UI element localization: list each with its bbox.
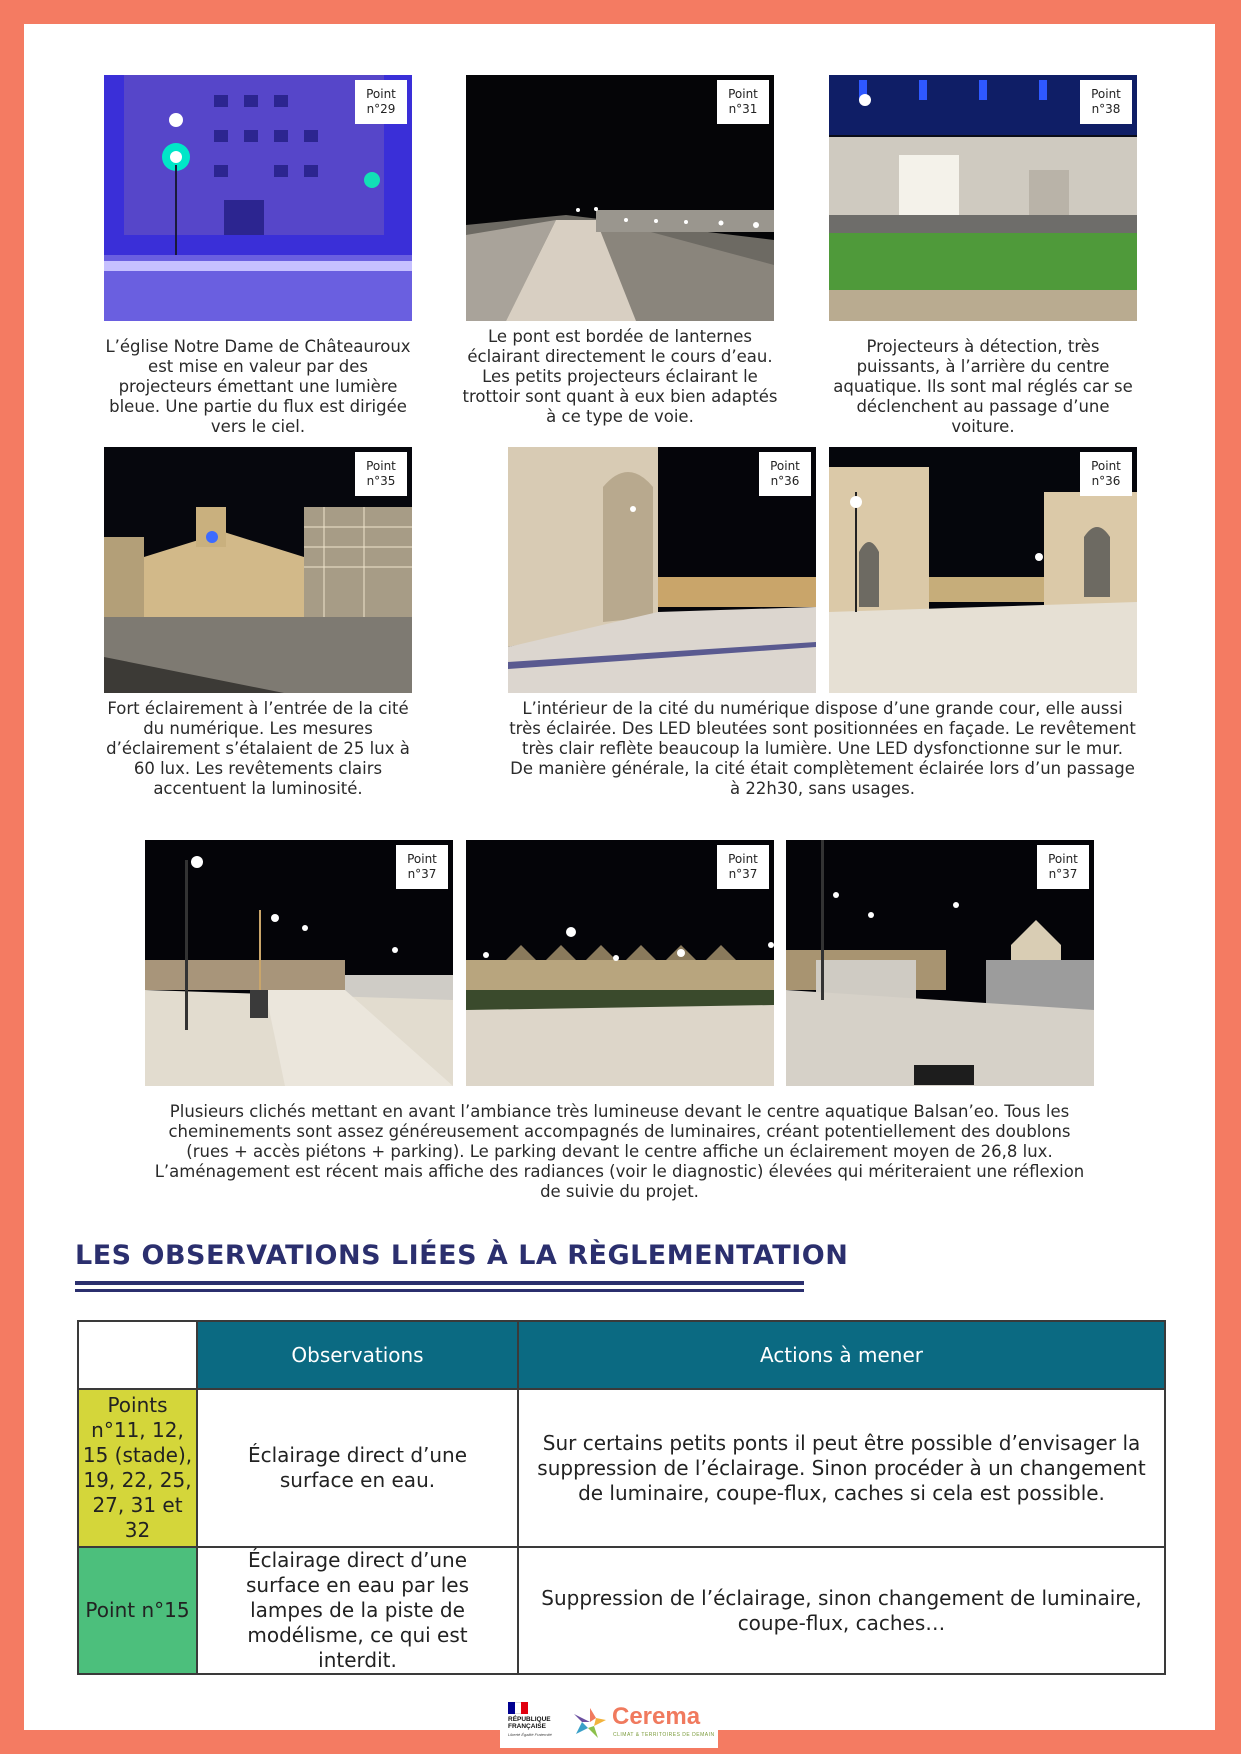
photo-point-37-b [466,840,774,1086]
caption-point-31: Le pont est bordée de lanternes éclairant directement le cours d’eau. Les petits projecteurs éclairant le trottoir sont quant à eux bien adaptés à ce type de voie. [462,327,778,426]
row-observation: Éclairage direct d’une surface en eau par les lampes de la piste de modélisme, ce qui est interdit. [197,1547,518,1674]
photo-point-36-b [829,447,1137,693]
table-row [78,1547,1165,1674]
footer-logos [500,1692,718,1748]
row-label: Points n°11, 12, 15 (stade), 19, 22, 25, 27, 31 et 32 [78,1389,197,1547]
row-action: Suppression de l’éclairage, sinon changement de luminaire, coupe-flux, caches… [518,1547,1165,1674]
row-label: Point n°15 [78,1547,197,1674]
photo-point-36-a [508,447,816,693]
point-tag: Point n°31 [717,80,769,124]
point-tag: Point n°36 [759,452,811,496]
photo-point-29 [104,75,412,321]
point-tag: Point n°38 [1080,80,1132,124]
caption-point-36: L’intérieur de la cité du numérique dispose d’une grande cour, elle aussi très éclairée. Des LED bleutées sont positionnées en façade. Le revêtement très clair reflète beaucoup la lumière. Une LED dysfonctionne sur le mur. De manière générale, la cité était complètement éclairée lors d’un passage à 22h30, sans usages. [509,699,1136,798]
french-flag-icon [508,1702,528,1714]
caption-point-29: L’église Notre Dame de Châteauroux est mise en valeur par des projecteurs émettant une lumière bleue. Une partie du flux est dirigée vers le ciel. [105,337,411,436]
cerema-mark-icon [570,1704,610,1740]
point-tag: Point n°37 [717,845,769,889]
table-row [78,1389,1165,1547]
regulation-table [77,1320,1166,1675]
table-header-actions: Actions à mener [518,1321,1165,1389]
row-action: Sur certains petits ponts il peut être possible d’envisager la suppression de l’éclairage. Sinon procéder à un changement de luminaire, coupe-flux, caches si cela est possible. [518,1389,1165,1547]
point-tag: Point n°37 [1037,845,1089,889]
caption-point-35: Fort éclairement à l’entrée de la cité du numérique. Les mesures d’éclairement s’étalaient de 25 lux à 60 lux. Les revêtements clairs accentuent la luminosité. [106,699,410,798]
photo-point-35 [104,447,412,693]
point-tag: Point n°37 [396,845,448,889]
rf-line-1: RÉPUBLIQUE [508,1716,551,1723]
section-title: LES OBSERVATIONS LIÉES À LA RÈGLEMENTATION [75,1240,849,1271]
row-observation: Éclairage direct d’une surface en eau. [197,1389,518,1547]
rf-line-2: FRANÇAISE [508,1723,546,1730]
rf-motto: Liberté Égalité Fraternité [508,1732,552,1737]
photo-point-37-a [145,840,453,1086]
point-tag: Point n°29 [355,80,407,124]
photo-point-38 [829,75,1137,321]
cerema-wordmark: Cerema [612,1703,701,1730]
caption-point-38: Projecteurs à détection, très puissants, à l’arrière du centre aquatique. Ils sont mal réglés car se déclenchent au passage d’une voiture. [833,337,1133,436]
table-header-blank [78,1321,197,1389]
table-header-row [78,1321,1165,1389]
photo-point-31 [466,75,774,321]
cerema-tagline: CLIMAT & TERRITOIRES DE DEMAIN [613,1732,715,1738]
title-underline-thin [75,1289,804,1292]
caption-point-37: Plusieurs clichés mettant en avant l’ambiance très lumineuse devant le centre aquatique Balsan’eo. Tous les cheminements sont assez généreusement accompagnés de luminaires, créant potentiellement des doublons (rues + accès piétons + parking). Le parking devant le centre affiche un éclairement moyen de 26,8 lux. L’aménagement est récent mais affiche des radiances (voir le diagnostic) élevées qui mériteraient une réflexion de suivie du projet. [154,1102,1085,1201]
table-header-observations: Observations [197,1321,518,1389]
title-underline-thick [75,1281,804,1285]
point-tag: Point n°36 [1080,452,1132,496]
photo-point-37-c [786,840,1094,1086]
point-tag: Point n°35 [355,452,407,496]
republique-francaise-logo [508,1702,554,1737]
